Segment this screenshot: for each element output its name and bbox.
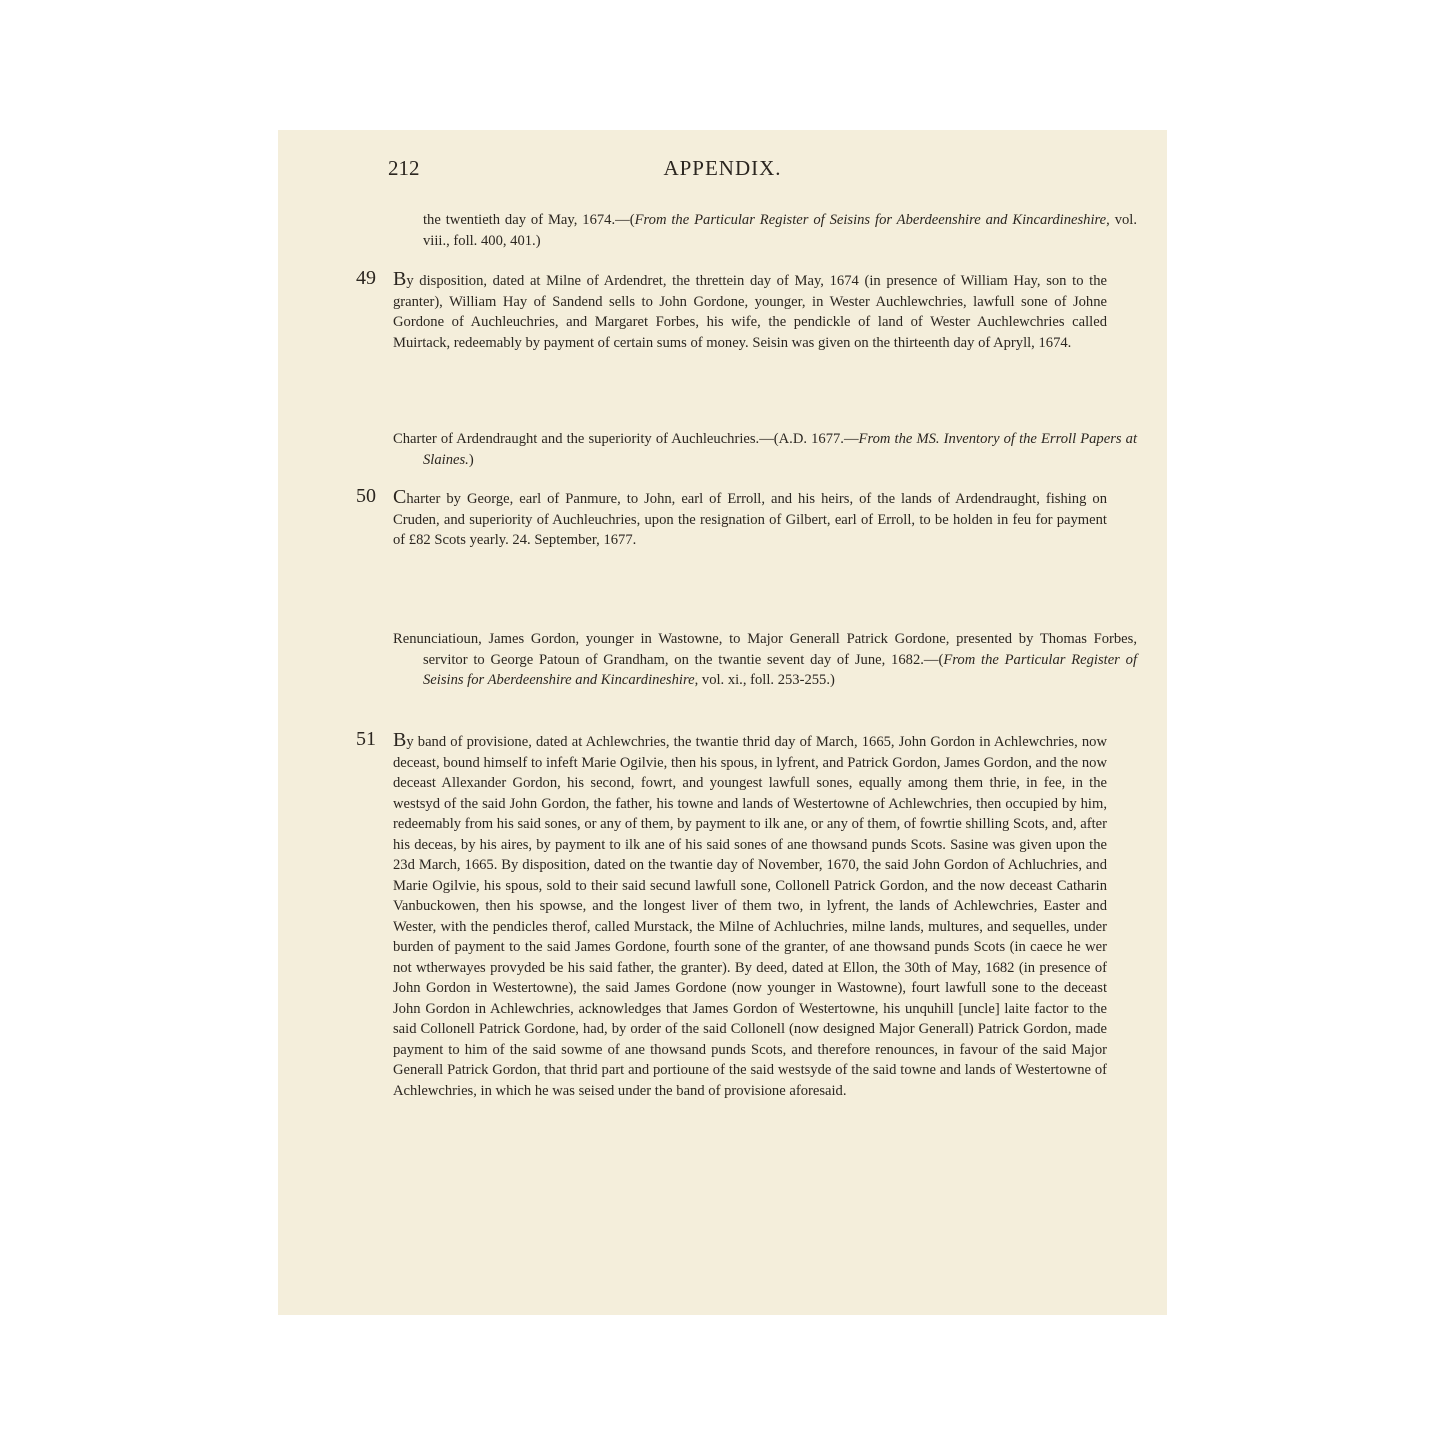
- page-number: 212: [388, 156, 420, 180]
- entry-number: 50: [356, 485, 376, 507]
- heading-text: Charter of Ardendraught and the superiority of Auchleuchries.—(A.D. 1677.—: [393, 431, 859, 447]
- entry-number: 51: [356, 728, 376, 750]
- heading-source: From the MS. Inventory of the Erroll Papers at Slaines.: [423, 431, 1137, 468]
- entry-text: harter by George, earl of Panmure, to John, earl of Erroll, and his heirs, of the lands of Ardendraught, fishing on Cruden, and superiority of Auchleuchries, upon the resignation of Gilbert, earl of Erroll, to be holden in feu for payment of £82 Scots yearly. 24. September, 1677.: [393, 491, 1107, 548]
- heading-50: [393, 429, 1137, 470]
- heading-text: Renunciatioun, James Gordon, younger in Wastowne, to Major Generall Patrick Gordone, presented by Thomas Forbes, servitor to George Patoun of Grandham, on the twantie sevent day of June, 1682.—(: [393, 631, 1137, 668]
- heading-source: From the Particular Register of Seisins for Aberdeenshire and Kincardineshire: [423, 651, 1137, 688]
- continuation-paragraph: [393, 210, 1137, 251]
- entry-49: [356, 267, 1107, 353]
- entry-number: 49: [356, 267, 376, 289]
- drop-initial: C: [393, 486, 407, 508]
- continuation-source: From the Particular Register of Seisins for Aberdeenshire and Kincardineshire: [634, 212, 1107, 228]
- continuation-reference: , vol. viii., foll. 400, 401.): [423, 212, 1137, 249]
- drop-initial: B: [393, 268, 407, 290]
- entry-50: [356, 485, 1107, 551]
- heading-reference: , vol. xi., foll. 253-255.): [694, 672, 835, 688]
- running-head: APPENDIX.: [663, 156, 782, 180]
- continuation-text: the twentieth day of May, 1674.—(: [423, 212, 635, 228]
- heading-51: [393, 629, 1137, 691]
- book-page: [278, 130, 1167, 1315]
- entry-51: [356, 728, 1107, 1101]
- entry-text: y disposition, dated at Milne of Ardendret, the threttein day of May, 1674 (in presence of William Hay, son to the granter), William Hay of Sandend sells to John Gordone, younger, in Wester Auchlewchries, lawfull sone of Johne Gordone of Auchleuchries, and Margaret Forbes, his wife, the pendickle of land of Wester Auchlewchries called Muirtack, redeemably by payment of certain sums of money. Seisin was given on the thirteenth day of Apryll, 1674.: [393, 273, 1107, 351]
- entry-text: y band of provisione, dated at Achlewchries, the twantie thrid day of March, 1665, John Gordon in Achlewchries, now deceast, bound himself to infeft Marie Ogilvie, then his spous, in lyfrent, and Patrick Gordon, James Gordon, and the now deceast Allexander Gordon, his second, fowrt, and youngest lawfull sones, equally among them thrie, in fee, in the westsyd of the said John Gordon, the father, his towne and lands of Westertowne of Achlewchries, then occupied by him, redeemably from his said sones, or any of them, by payment to ilk ane, or any of them, of fowrtie shilling Scots, and, after his deceas, by his aires, by payment to ilk ane of his said sones of ane thowsand punds Scots. Sasine was given upon the 23d March, 1665. By disposition, dated on the twantie day of November, 1670, the said John Gordon of Achluchries, and Marie Ogilvie, his spous, sold to their said secund lawfull sone, Collonell Patrick Gordon, and the now deceast Catharin Vanbuckowen, then his spowse, and the longest liver of them two, in lyfrent, the lands of Achlewchries, Easter and Wester, with the pendicles therof, called Murstack, the Milne of Achluchries, milne lands, multures, and sequelles, under burden of payment to the said James Gordone, fourth sone of the granter, of ane thowsand punds Scots (in caece he wer not wtherwayes provyded be his said father, the granter). By deed, dated at Ellon, the 30th of May, 1682 (in presence of John Gordon in Westertowne), the said James Gordone (now younger in Wastowne), fourt lawfull sone to the deceast John Gordon in Achlewchries, acknowledges that James Gordon of Westertowne, his unquhill [uncle] laite factor to the said Collonell Patrick Gordone, had, by order of the said Collonell (now designed Major Generall) Patrick Gordon, made payment to him of the said sowme of ane thowsand punds Scots, and therefore renounces, in favour of the said Major Generall Patrick Gordon, that thrid part and portioune of the said westsyde of the said towne and lands of Westertowne of Achlewchries, in which he was seised under the band of provisione aforesaid.: [393, 734, 1107, 1099]
- heading-text-end: ): [468, 451, 474, 468]
- page-header: [278, 156, 1167, 186]
- drop-initial: B: [393, 729, 407, 751]
